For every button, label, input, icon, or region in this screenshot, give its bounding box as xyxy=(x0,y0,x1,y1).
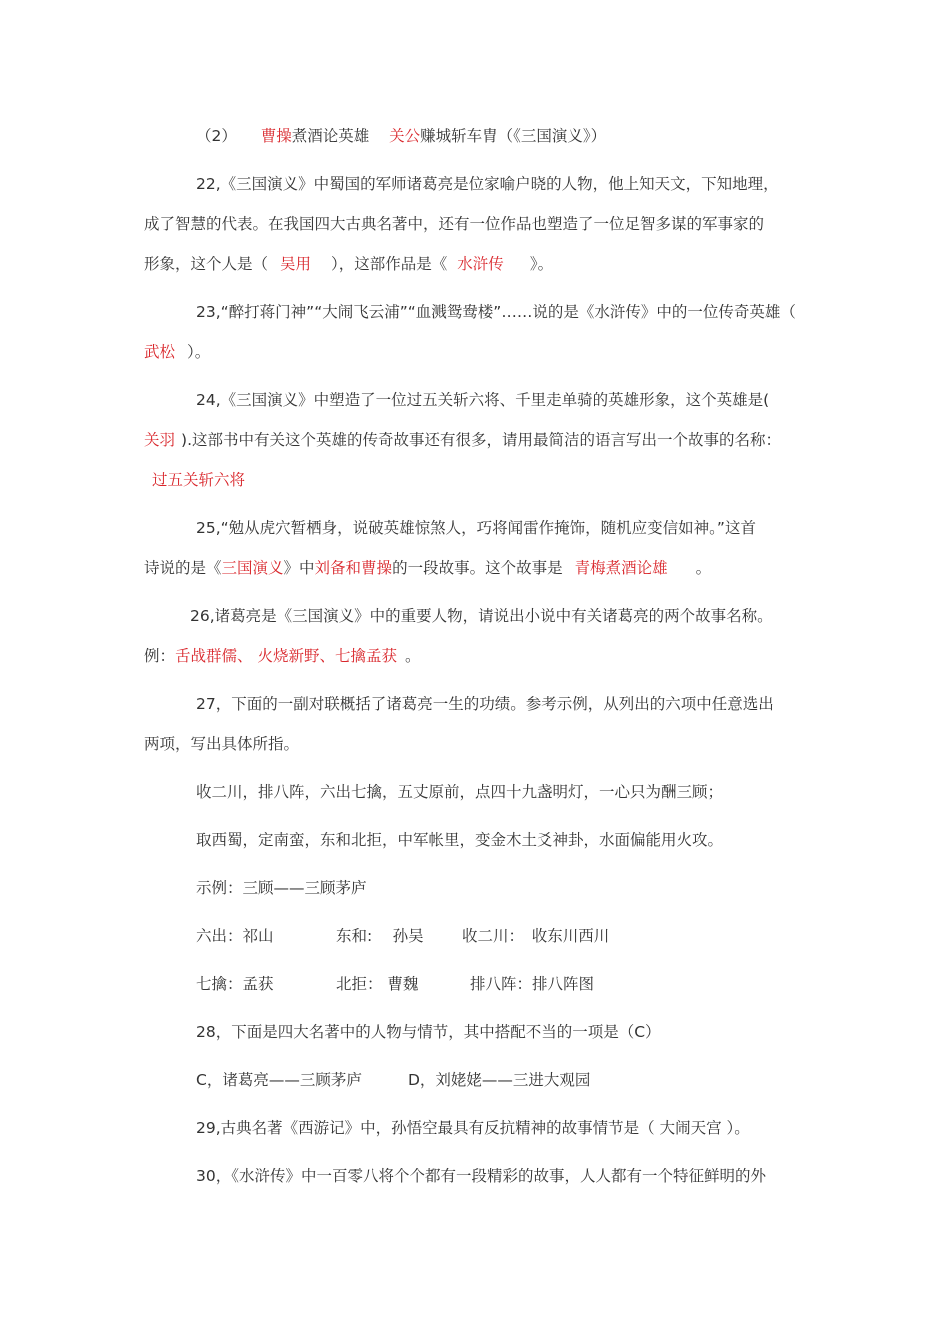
q27-couplet-2: 取西蜀，定南蛮，东和北拒，中军帐里，变金木土爻神卦，水面偏能用火攻。 xyxy=(196,831,724,849)
q25-text-d: 。 xyxy=(695,559,712,577)
q25-text-b: 》中 xyxy=(283,559,315,577)
q27-row-1-col-2: 东和: 孙吴 xyxy=(336,927,424,945)
q26-line-2 xyxy=(144,644,420,668)
q21-answer-2: 关公 xyxy=(389,127,421,145)
q24-answer-2 xyxy=(152,468,245,492)
q25-answer-2: 刘备和曹操 xyxy=(314,559,393,577)
q26-text-b: 。 xyxy=(404,647,421,665)
q27-example: 示例：三顾——三顾茅庐 xyxy=(196,879,367,897)
q26-line-1: 26,诸葛亮是《三国演义》中的重要人物，请说出小说中有关诸葛亮的两个故事名称。 xyxy=(190,607,773,625)
q27-line-2: 两项，写出具体所指。 xyxy=(144,735,300,753)
q22-line-3 xyxy=(144,252,553,276)
q24-line-2 xyxy=(144,428,781,452)
q22-text-b: ），这部作品是《 xyxy=(331,255,448,273)
q26-text-a: 例： xyxy=(144,647,176,665)
q21-text-2: 赚城斩车胄（《三国演义》） xyxy=(420,127,607,145)
q25-text-a: 诗说的是《 xyxy=(144,559,222,577)
q22-text-a: 形象，这个人是（ xyxy=(144,255,269,273)
q23-text: ）。 xyxy=(187,343,211,361)
q21-prefix: （2） xyxy=(196,127,237,145)
q28-option-c: C，诸葛亮——三顾茅庐 xyxy=(196,1071,362,1089)
q24-answer-2-text: 过五关斩六将 xyxy=(152,471,246,489)
q25-answer-3: 青梅煮酒论雄 xyxy=(574,559,668,577)
q27-row-2-col-3: 排八阵：排八阵图 xyxy=(470,975,595,993)
q24-text: ).这部书中有关这个英雄的传奇故事还有很多，请用最简洁的语言写出一个故事的名称： xyxy=(181,431,781,449)
q28-line-1: 28，下面是四大名著中的人物与情节，其中搭配不当的一项是（C） xyxy=(196,1023,661,1041)
q22-line-2: 成了智慧的代表。在我国四大古典名著中，还有一位作品也塑造了一位足智多谋的军事家的 xyxy=(144,215,765,233)
q25-line-1: 25,“勉从虎穴暂栖身，说破英雄惊煞人，巧将闻雷作掩饰，随机应变信如神。”这首 xyxy=(196,519,756,537)
q23-line-1: 23,“醉打蒋门神”“大闹飞云浦”“血溅鸳鸯楼”……说的是《水浒传》中的一位传奇英雄（ xyxy=(196,303,796,321)
q22-answer-1: 吴用 xyxy=(280,255,312,273)
q22-line-1: 22,《三国演义》中蜀国的军师诸葛亮是位家喻户晓的人物，他上知天文，下知地理， xyxy=(196,175,779,193)
q27-row-1-col-3: 收二川： 收东川西川 xyxy=(462,927,610,945)
q24-answer-1: 关羽 xyxy=(144,431,176,449)
q27-couplet-1: 收二川，排八阵，六出七擒，五丈原前，点四十九盏明灯，一心只为酬三顾； xyxy=(196,783,724,801)
q27-line-1: 27，下面的一副对联概括了诸葛亮一生的功绩。参考示例，从列出的六项中任意选出 xyxy=(196,695,774,713)
q21-text-1: 煮酒论英雄 xyxy=(291,127,370,145)
q21-item-2 xyxy=(196,124,606,148)
q28-option-d: D，刘姥姥——三进大观园 xyxy=(408,1071,591,1089)
q22-answer-2: 水浒传 xyxy=(457,255,504,273)
q26-answer: 舌战群儒、 火烧新野、七擒孟获 xyxy=(175,647,397,665)
q24-line-1: 24,《三国演义》中塑造了一位过五关斩六将、千里走单骑的英雄形象，这个英雄是( xyxy=(196,391,770,409)
q23-line-2 xyxy=(144,340,210,364)
q25-text-c: 的一段故事。这个故事是 xyxy=(392,559,563,577)
q30-line-1: 30，《水浒传》中一百零八将个个都有一段精彩的故事，人人都有一个特征鲜明的外 xyxy=(196,1167,766,1185)
q21-answer-1: 曹操 xyxy=(260,127,292,145)
q29-line-1: 29,古典名著《西游记》中，孙悟空最具有反抗精神的故事情节是（ 大闹天宫 ）。 xyxy=(196,1119,750,1137)
q27-row-1-col-1: 六出：祁山 xyxy=(196,927,274,945)
q27-row-2-col-1: 七擒：孟获 xyxy=(196,975,274,993)
q23-answer: 武松 xyxy=(144,343,176,361)
q27-row-2-col-2: 北拒： 曹魏 xyxy=(336,975,419,993)
q22-text-c: 》。 xyxy=(529,255,554,273)
q25-line-2 xyxy=(144,556,711,580)
q25-answer-1: 三国演义 xyxy=(221,559,284,577)
